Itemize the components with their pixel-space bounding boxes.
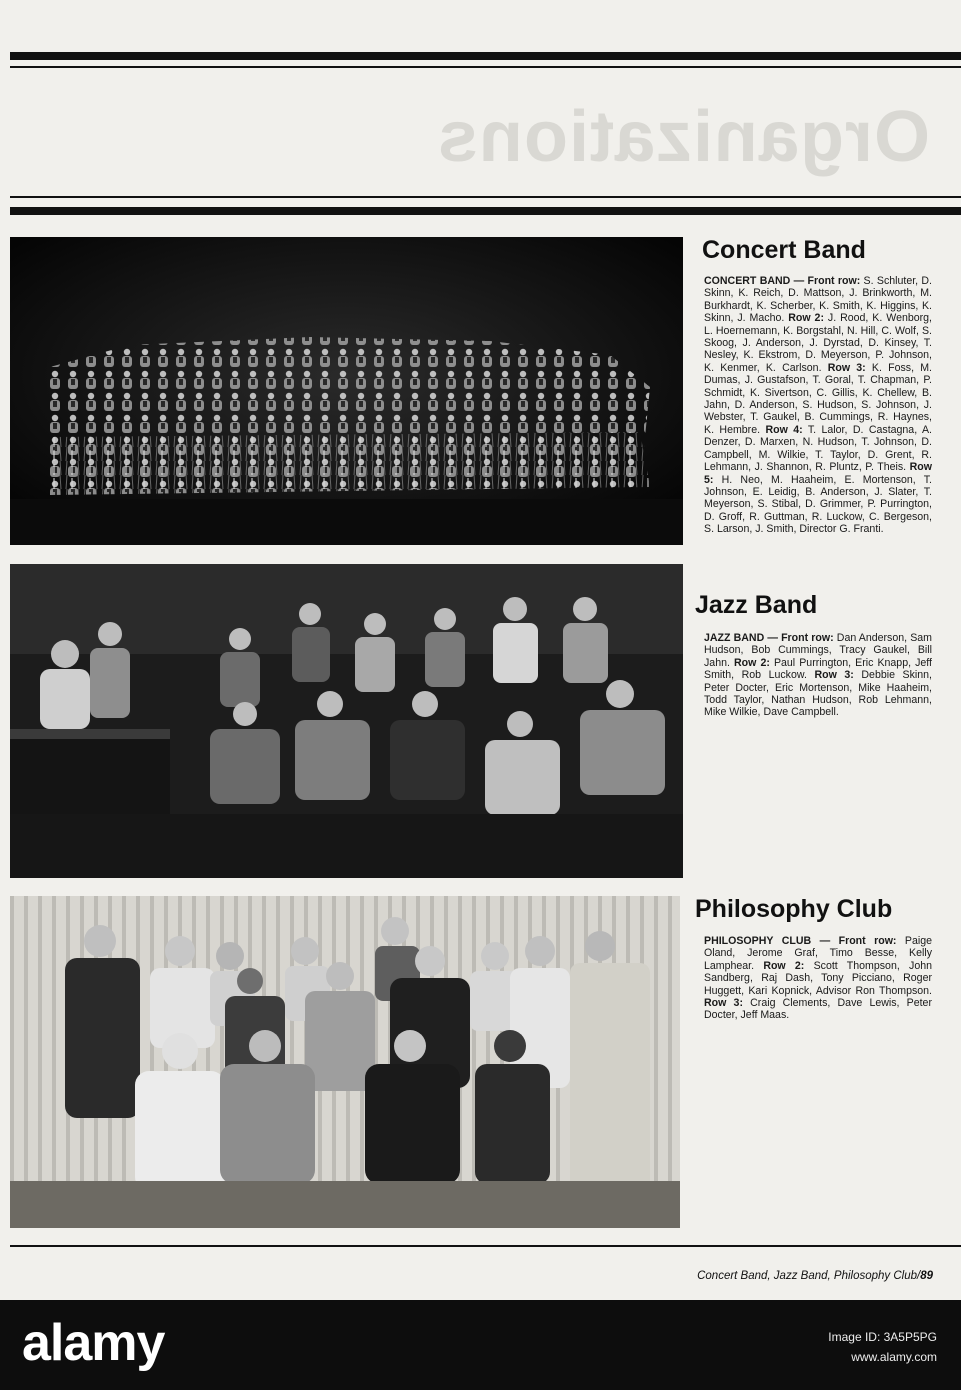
philosophy-club-title: Philosophy Club [695,895,893,923]
site-url: www.alamy.com [851,1350,937,1364]
concert-band-row5: H. Neo, M. Haaheim, E. Mortenson, T. Johnson, E. Leidig, B. Anderson, J. Slater, T. Meyerson, S. Stibal, D. Grimmer, P. Purrington, D. Groff, R. Guttman, R. Luckow, C. Bergeson, S. Larson, J. Smith, Director G. Franti. [704,473,932,536]
philosophy-club-photo [10,896,680,1228]
image-id: Image ID: 3A5P5PG [828,1330,937,1344]
concert-band-row5-label: Row 5: [704,461,932,486]
concert-band-caption-head: CONCERT BAND — Front row: [704,275,861,287]
top-rule-thin [10,66,961,68]
concert-band-photo [10,237,683,545]
jazz-band-row3: Debbie Skinn, Peter Docter, Eric Mortenson, Mike Haaheim, Todd Taylor, Nathan Hudson, Rob Lehmann, Mike Wilkie, Dave Campbell. [704,669,932,719]
jazz-band-front-row: Dan Anderson, Sam Hudson, Bob Cummings, Tracy Gaukel, Bill Jahn. [704,632,932,669]
philosophy-club-row2-label: Row 2: [763,959,805,972]
jazz-band-caption [704,632,932,719]
concert-band-caption [704,275,932,536]
concert-band-row2: J. Rood, K. Wenborg, L. Hoernemann, K. Borgstahl, N. Hill, C. Wolf, S. Skoog, J. Anderson, J. Dyrstad, D. Kinsey, T. Nesley, K. Ekstrom, D. Meyerson, P. Johnson, K. Kenmer, K. Carlson. [704,312,932,374]
concert-band-title: Concert Band [702,236,866,264]
jazz-band-row3-label: Row 3: [814,669,854,682]
philosophy-club-caption [704,935,932,1022]
philosophy-club-front-row: Paige Oland, Jerome Graf, Timo Besse, Kelly Lamphear. [704,935,933,972]
top-rule-thick [10,52,961,60]
concert-band-front-row: S. Schluter, D. Skinn, K. Reich, D. Mattson, J. Brinkworth, M. Burkhardt, K. Scherber, K. Smith, K. Higgins, K. Skinn, J. Macho. [704,275,933,325]
concert-band-row2-label: Row 2: [788,312,824,325]
jazz-band-title: Jazz Band [695,591,818,619]
jazz-band-row2: Paul Purrington, Eric Knapp, Jeff Smith, Rob Luckow. [704,656,932,682]
page-footer [697,1270,933,1282]
ghost-title-bleedthrough: Organizations [436,97,930,177]
concert-band-row3-label: Row 3: [827,361,866,374]
jazz-band-row2-label: Row 2: [734,656,770,669]
footer-text: Concert Band, Jazz Band, Philosophy Club/ [697,1270,921,1282]
philosophy-club-caption-head: PHILOSOPHY CLUB — Front row: [704,935,897,947]
philosophy-club-row3-label: Row 3: [704,997,743,1010]
alamy-logo: alamy [22,1314,165,1372]
mid-rule-thick [10,207,961,215]
page-number: 89 [920,1270,933,1282]
bottom-rule [10,1245,961,1247]
concert-band-row3: K. Foss, M. Dumas, J. Gustafson, T. Goral, T. Chapman, P. Schmidt, K. Sivertson, C. Gillis, K. Chellew, B. Jahn, D. Anderson, S. Hudson, S. Johnson, J. Webster, T. Gaukel, B. Cummings, R. Haynes, K. Hembre. [704,361,932,436]
jazz-band-caption-head: JAZZ BAND — Front row: [704,632,834,644]
mid-rule-thin [10,196,961,198]
philosophy-club-row2: Scott Thompson, John Sandberg, Raj Dash, Tony Picciano, Roger Huggett, Kari Kopnick, Advisor Ron Thompson. [704,959,932,997]
philosophy-club-row3: Craig Clements, Dave Lewis, Peter Docter, Jeff Maas. [704,997,932,1022]
jazz-band-photo [10,564,683,878]
concert-band-row4: T. Lalor, D. Castagna, A. Denzer, D. Marxen, N. Hudson, T. Johnson, D. Campbell, M. Wilkie, T. Taylor, D. Grent, R. Lehmann, J. Shannon, R. Pluntz, P. Theis. [704,423,932,474]
concert-band-row4-label: Row 4: [765,423,803,436]
